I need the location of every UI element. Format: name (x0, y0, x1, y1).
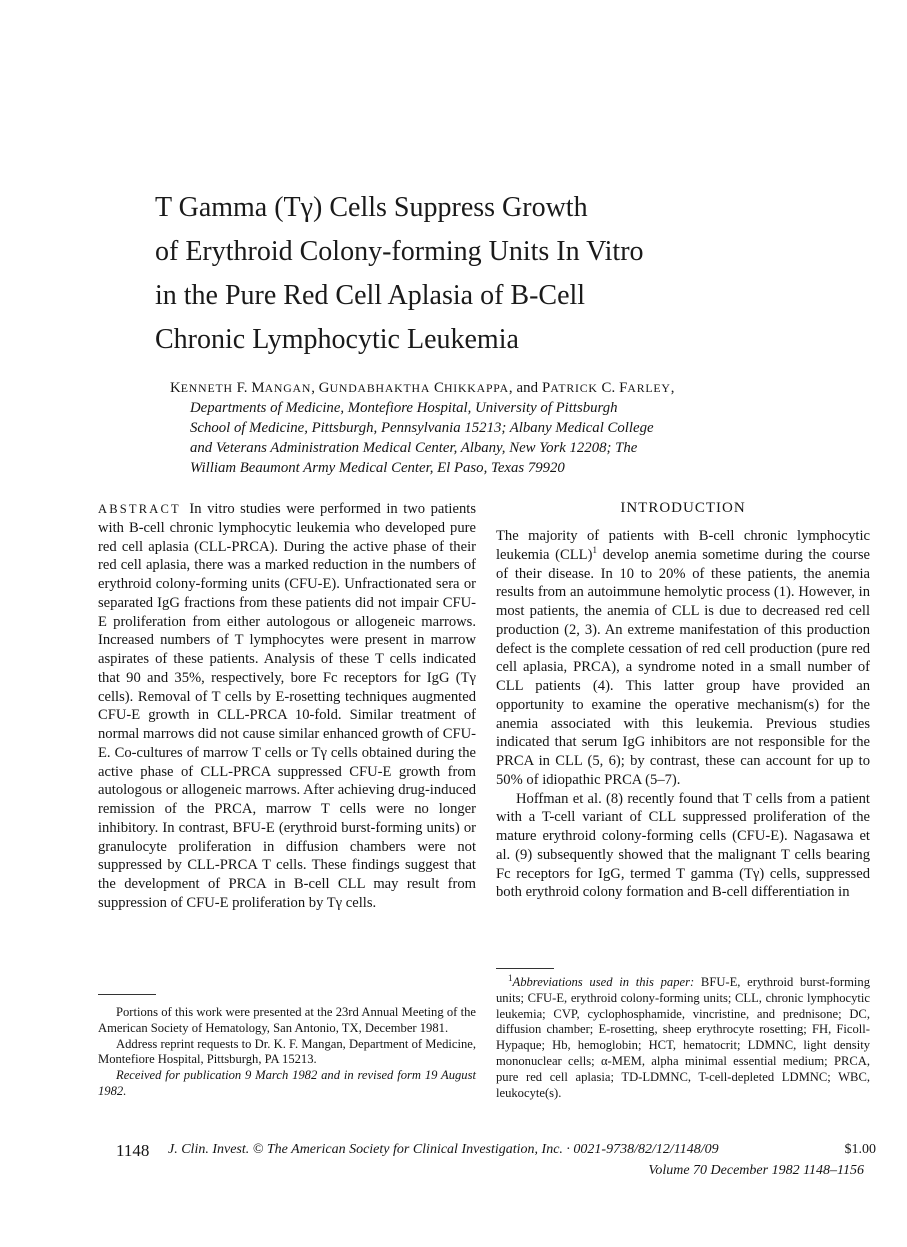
title-line-3: in the Pure Red Cell Aplasia of B-Cell (155, 280, 586, 311)
abbreviations-text: $^1$Abbreviations used in this paper: BFU-E, erythroid burst-forming units; CFU-E, erythroid colony-forming units; CLL, chronic lymphocytic leukemia; CVP, cyclophosphamide, vincristine, and prednisone; DC, diffusion chamber; E-rosetting, sheep erythrocyte rosetting; FH, Ficoll-Hypaque; Hb, hemoglobin; HCT, hematocrit; LDMNC, light density mononuclear cells; α-MEM, alpha minimal essential medium; PRCA, pure red cell aplasia; TD-LDMNC, T-cell-depleted LDMNC; WBC, leukocyte(s). (496, 972, 870, 1100)
footnote-ref: 1 (592, 544, 597, 555)
received-note: Received for publication 9 March 1982 and in revised form 19 August 1982. (98, 1068, 476, 1098)
author-block (170, 378, 820, 478)
author-names: KENNETH F. MANGAN, GUNDABHAKTHA CHIKKAPPA, and PATRICK C. FARLEY, (170, 380, 675, 396)
footnote-rule-left (98, 994, 156, 995)
intro-paragraph-1: The majority of patients with B-cell chronic lymphocytic leukemia (CLL)$^1$ develop anemia sometime during the course of their disease. In 10 to 20% of these patients, the anemia results from an autoimmune hemolytic process (1). However, in most patients, the anemia of CLL is due to decreased red cell production (2, 3). An extreme manifestation of this production defect is the complete cessation of red cell production (pure red cell aplasia, PRCA), a syndrome noted in a small number of CLL patients (4). This latter group have provided an opportunity to examine the operative mechanism(s) for the anemia associated with this leukemia. Previous studies indicated that serum IgG inhibitors are not responsible for the PRCA in CLL (5, 6); by contrast, these can account for up to 50% of idiopathic PRCA (5–7). (496, 528, 870, 788)
introduction-heading: INTRODUCTION (620, 500, 746, 516)
footnotes-left (98, 1005, 476, 1100)
abbreviations-footnote (496, 972, 870, 1101)
reprint-note: Address reprint requests to Dr. K. F. Mangan, Department of Medicine, Montefiore Hospital, Pittsburgh, PA 15213. (98, 1036, 476, 1067)
abstract-text: In vitro studies were performed in two patients with B-cell chronic lymphocytic leukemia who developed pure red cell aplasia (CLL-PRCA). During the active phase of their red cell aplasia, there was a marked reduction in the numbers of erythroid colony-forming units (CFU-E). Unfractionated sera or separated IgG fractions from these patients did not impair CFU-E proliferation from either autologous or allogeneic marrows. Increased numbers of T lymphocytes were present in marrow aspirates of these patients. Analysis of these T cells indicated that 90 and 35%, respectively, bore Fc receptors for IgG (Tγ cells). Removal of T cells by E-rosetting techniques augmented CFU-E growth in CLL-PRCA 10-fold. Similar treatment of normal marrows did not cause similar enhanced growth of CFU-E. Co-cultures of marrow T cells or Tγ cells obtained during the active phase of CLL-PRCA suppressed CFU-E growth from autologous or allogeneic marrows. After achieving drug-induced remission of the PRCA, marrow T cells were no longer inhibitory. In contrast, BFU-E (erythroid burst-forming units) or granulocyte proliferation in diffusion chambers were not suppressed by CLL-PRCA T cells. These findings suggest that the development of PRCA in B-cell CLL may result from suppression of CFU-E proliferation by Tγ cells. (98, 501, 476, 911)
author-affiliations (170, 398, 820, 478)
intro-paragraph-2: Hoffman et al. (8) recently found that T cells from a patient with a T-cell variant of CLL suppressed proliferation of the mature erythroid colony-forming cells (CFU-E). Nagasawa et al. (9) subsequently showed that the malignant T cells bearing Fc receptors for IgG, termed T gamma (Tγ) cells, suppressed both erythroid colony formation and B-cell differentiation in (496, 790, 870, 901)
abstract-column (98, 500, 476, 913)
journal-citation: J. Clin. Invest. © The American Society for Clinical Investigation, Inc. · 0021-9738/82/12/1148/09 (168, 1142, 719, 1157)
abstract (98, 500, 476, 913)
title-line-2: of Erythroid Colony-forming Units In Vitro (155, 236, 644, 267)
title-line-4: Chronic Lymphocytic Leukemia (155, 324, 519, 355)
presentation-note: Portions of this work were presented at the 23rd Annual Meeting of the American Society of Hematology, San Antonio, TX, December 1981. (98, 1005, 476, 1035)
affiliation-line: William Beaumont Army Medical Center, El Paso, Texas 79920 (190, 460, 565, 476)
title-line-1: T Gamma (Tγ) Cells Suppress Growth (155, 192, 588, 223)
volume-info: Volume 70 December 1982 1148–1156 (648, 1163, 864, 1178)
affiliation-line: Departments of Medicine, Montefiore Hospital, University of Pittsburgh (190, 400, 618, 416)
page-number: 1148 (116, 1141, 150, 1160)
introduction-column (496, 527, 870, 902)
affiliation-line: and Veterans Administration Medical Center, Albany, New York 12208; The (190, 440, 638, 456)
abstract-heading: ABSTRACT (98, 502, 181, 516)
affiliation-line: School of Medicine, Pittsburgh, Pennsylvania 15213; Albany Medical College (190, 420, 654, 436)
price: $1.00 (844, 1142, 876, 1157)
article-title (155, 186, 795, 362)
footnote-rule-right (496, 968, 554, 969)
